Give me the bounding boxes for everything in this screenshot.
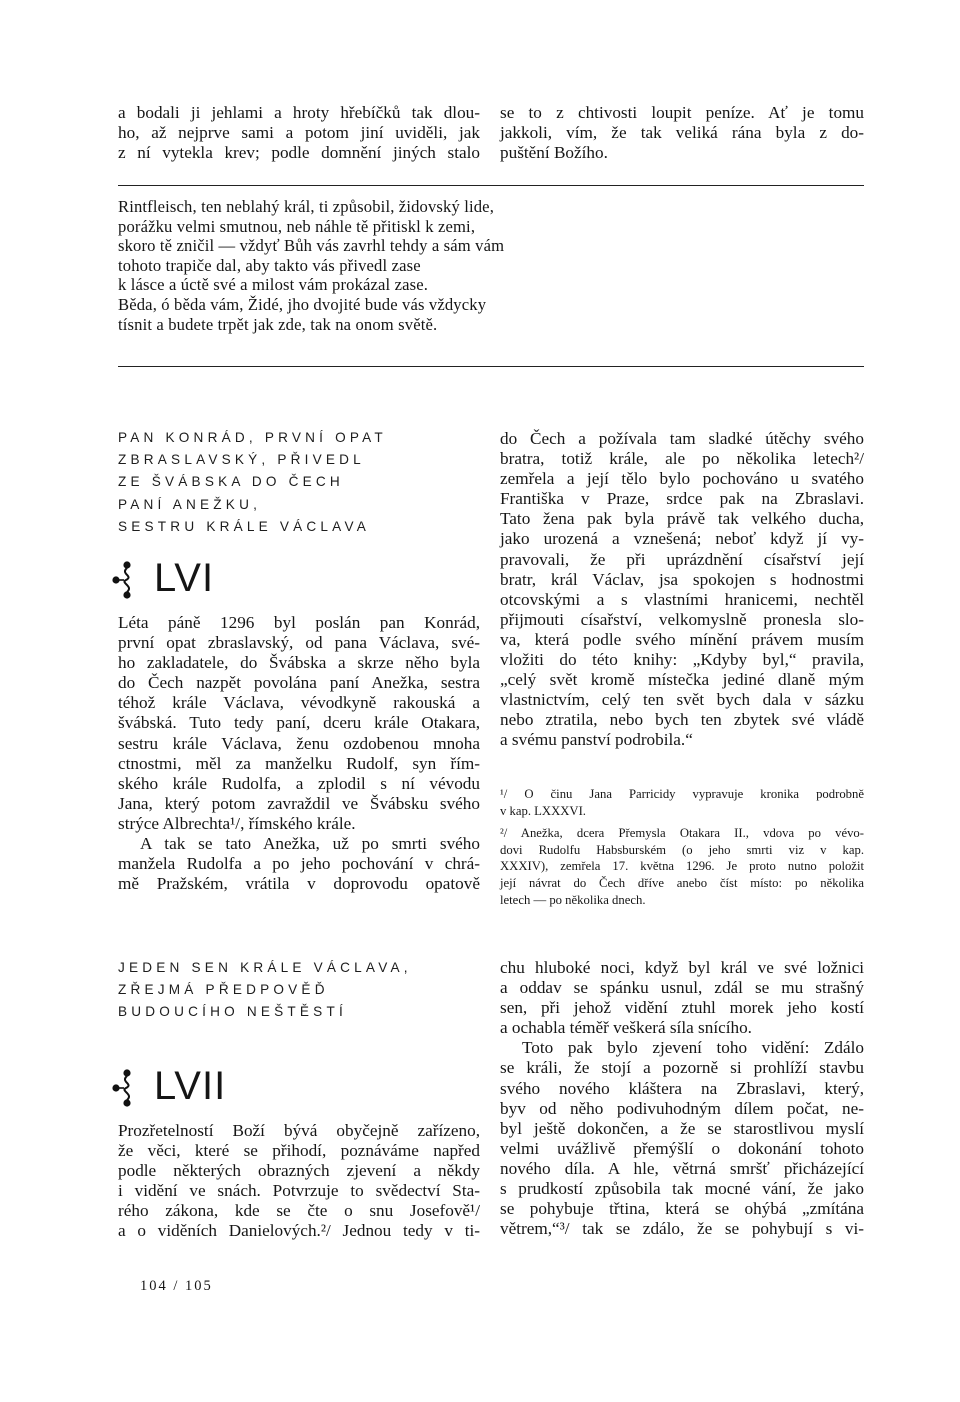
text-line: s prudkostí způsobila tak mocné vání, že jako [500, 1179, 864, 1199]
text-line: Jana, který potom zavraždil ve Švábsku svého [118, 793, 480, 813]
text-line: porážku velmi smutnou, neb náhle tě přitiskl k zemi, [118, 216, 476, 236]
chapter-56-right-column [500, 429, 864, 751]
text-line: se to z chtivosti loupit peníze. Ať je tomu [500, 103, 864, 122]
text-line: ¹/ O činu Jana Parricidy vypravuje kronika podrobně [500, 787, 864, 801]
chapter-57-paragraph-1 [500, 958, 864, 1038]
text-line: Léta páně 1296 byl poslán pan Konrád, [118, 613, 480, 632]
text-line: první opat zbraslavský, od pana Václava, své- [118, 633, 480, 653]
text-line: vlastnictvím, celý ten svět bych dala v sázku [500, 690, 864, 710]
chapter-57-heading [118, 957, 412, 1024]
chapter-57-right-column [500, 958, 864, 1239]
text-line: sestru krále Václava, ženu ozdobenou mnoha [118, 733, 480, 753]
text-line: „celý svět kromě místečka jediné dlaně mým [500, 670, 864, 690]
text-line: dovi Rudolfu Habsburském (o jeho smrti viz v kap. [500, 842, 864, 857]
text-line: sen, při jehož vidění ztuhl morek jeho kostí [500, 998, 864, 1018]
text-line: větrem,“³/ tak se zdálo, že se pohybují s vi- [500, 1219, 864, 1239]
footnote-2 [500, 825, 864, 908]
text-line: bratr, král Václav, jsa spokojen s hodnostmi [500, 569, 864, 589]
text-line: z ní vytekla krev; podle domnění jiných stalo [118, 143, 480, 163]
text-line: Běda, ó běda vám, Židé, jho dvojité bude vás vždycky [118, 294, 487, 314]
text-line: zemřela a její tělo bylo pochováno u svatého [500, 469, 864, 489]
text-line: va, která podle svého mínění právem musím [500, 629, 864, 649]
chapter-56-footnotes [500, 786, 864, 908]
text-line: XXXIV), zemřela 17. května 1296. Je proto nutno položit [500, 859, 864, 874]
text-line: velmi uvážlivě přemýšlí o dokonání tohoto [500, 1138, 864, 1158]
text-line: ctnostmi, měl za manželku Rudolf, syn řím- [118, 753, 480, 773]
text-line: PANÍ ANEŽKU, [118, 496, 262, 512]
text-line: A tak se tato Anežka, už po smrti svého [140, 834, 480, 854]
text-line: ského krále Rudolfa, a zplodil s ní vévodu [118, 773, 480, 793]
footnote-1 [500, 786, 864, 819]
text-line: v kap. LXXXVI. [500, 803, 586, 818]
top-left-column [118, 103, 480, 163]
fleuron-ornament-icon [110, 560, 136, 600]
chapter-56-number: LVI [154, 556, 215, 600]
text-line: ZBRASLAVSKÝ, PŘIVEDL [118, 452, 365, 468]
text-line: manžela Rudolfa a po jeho pochování v chrá- [118, 854, 480, 874]
text-line: a ochabla téměř veškerá síla snícího. [500, 1018, 752, 1038]
text-line: SESTRU KRÁLE VÁCLAVA [118, 518, 370, 534]
text-line: jako urozená a vznešená; neboť když jí vy- [500, 529, 864, 549]
text-line: rého zákona, kde se čte o snu Josefově¹/ [118, 1201, 480, 1221]
text-line: nebo ztratila, nebo bych ten zbytek své vládě [500, 710, 864, 730]
text-line: švábská. Tuto tedy paní, dceru krále Otakara, [118, 713, 480, 733]
text-line: a svému panství podrobila.“ [500, 730, 693, 750]
text-line: tísnit a budete trpět jak zde, tak na onom světě. [118, 314, 438, 334]
text-line: Toto pak bylo zjevení toho vidění: Zdálo [522, 1038, 864, 1058]
text-line: letech — po několika dnech. [500, 892, 646, 907]
text-line: skoro tě zničil — vždyť Bůh vás zavrhl tehdy a sám vám [118, 236, 505, 256]
text-line: ²/ Anežka, dcera Přemysla Otakara II., vdova po vévo- [500, 826, 864, 841]
text-line: PAN KONRÁD, PRVNÍ OPAT [118, 430, 387, 445]
text-line: a o viděních Danielových.²/ Jednou tedy v ti- [118, 1221, 480, 1241]
text-line: Prozřetelností Boží bývá obyčejně zařízeno, [118, 1121, 480, 1140]
chapter-56-paragraph-2 [118, 834, 480, 894]
text-line: mě Pražském, vrátila v doprovodu opatově [118, 874, 480, 894]
text-line: její návrat do Čech dříve anebo číst místo: po několika [500, 875, 864, 890]
text-line: téhož krále Václava, vévodkyně rakouská a [118, 693, 480, 713]
text-line: ho zakladatele, do Švábska a skrze něho byla [118, 653, 480, 673]
text-line: ho, až nejprve sami a potom jiní uviděli, jak [118, 123, 480, 143]
text-line: přijmouti císařství, velkomyslně pronesla slo- [500, 609, 864, 629]
text-line: do Čech nazpět povolána paní Anežka, sestra [118, 673, 480, 693]
text-line: tohoto trapiče dal, aby takto vás přivedl zase [118, 255, 421, 275]
text-line: podle některých obrazných zjevení a někdy [118, 1161, 480, 1181]
text-line: svého nového kláštera na Zbraslavi, který, [500, 1078, 864, 1098]
text-line: Františka v Praze, srdce pak na Zbraslavi. [500, 489, 864, 509]
chapter-56-left-column [118, 613, 480, 894]
text-line: bratra, totiž krále, ale po několika letech²/ [500, 449, 864, 469]
text-line: strýce Albrechta¹/, římského krále. [118, 813, 356, 833]
text-line: a bodali ji jehlami a hroty hřebíčků tak dlou- [118, 103, 480, 122]
fleuron-ornament-icon [110, 1068, 136, 1108]
page-number: 104 / 105 [140, 1278, 213, 1294]
text-line: otcovskými a s vlastními hranicemi, nechtěl [500, 589, 864, 609]
text-line: jakkoli, vím, že tak veliká rána byla z do- [500, 123, 864, 143]
text-line: byv od něho podivuhodným dílem počat, ne- [500, 1098, 864, 1118]
chapter-56-paragraph-1 [118, 613, 480, 834]
text-line: že věci, které se přihodí, poznáváme napřed [118, 1141, 480, 1161]
text-line: se králi, že stojí a pozorně si prohlíží stavbu [500, 1058, 864, 1078]
text-line: a oddav se spánku usnul, zdál se mu strašný [500, 978, 864, 998]
text-line: vložiti do této knihy: „Kdyby byl,“ pravila, [500, 650, 864, 670]
chapter-57-paragraph-2 [500, 1038, 864, 1239]
top-divider-rule [118, 185, 864, 186]
text-line: ZE ŠVÁBSKA DO ČECH [118, 474, 344, 490]
text-line: puštění Božího. [500, 143, 608, 163]
text-line: do Čech a požívala tam sladké útěchy svého [500, 429, 864, 448]
text-line: Rintfleisch, ten neblahý král, ti způsobil, židovský lide, [118, 197, 494, 216]
top-right-column [500, 103, 864, 163]
text-line: JEDEN SEN KRÁLE VÁCLAVA, [118, 960, 412, 975]
text-line: k lásce a úctě své a milost vám prokázal zase. [118, 275, 429, 295]
text-line: i vidění ve snách. Potvrzuje to svědectví Sta- [118, 1181, 480, 1201]
chapter-57-left-column [118, 1121, 480, 1242]
text-line: BUDOUCÍHO NEŠTĚSTÍ [118, 1004, 347, 1020]
chapter-56-heading [118, 427, 387, 538]
text-line: pravovali, že při uprázdnění císařství její [500, 549, 864, 569]
text-line: chu hluboké noci, když byl král ve své ložnici [500, 958, 864, 977]
chapter-57-number: LVII [154, 1064, 227, 1108]
bottom-divider-rule [118, 366, 864, 367]
text-line: se pohybuje třtina, která se ohýbá „zmítána [500, 1199, 864, 1219]
verse-block [118, 197, 504, 334]
text-line: ZŘEJMÁ PŘEDPOVĚĎ [118, 982, 329, 998]
text-line: Tato žena pak byla právě tak velkého ducha, [500, 509, 864, 529]
text-line: nového díla. A hle, větrná smršť přicházející [500, 1158, 864, 1178]
text-line: byl ještě dokončen, a že se starostlivou myslí [500, 1118, 864, 1138]
